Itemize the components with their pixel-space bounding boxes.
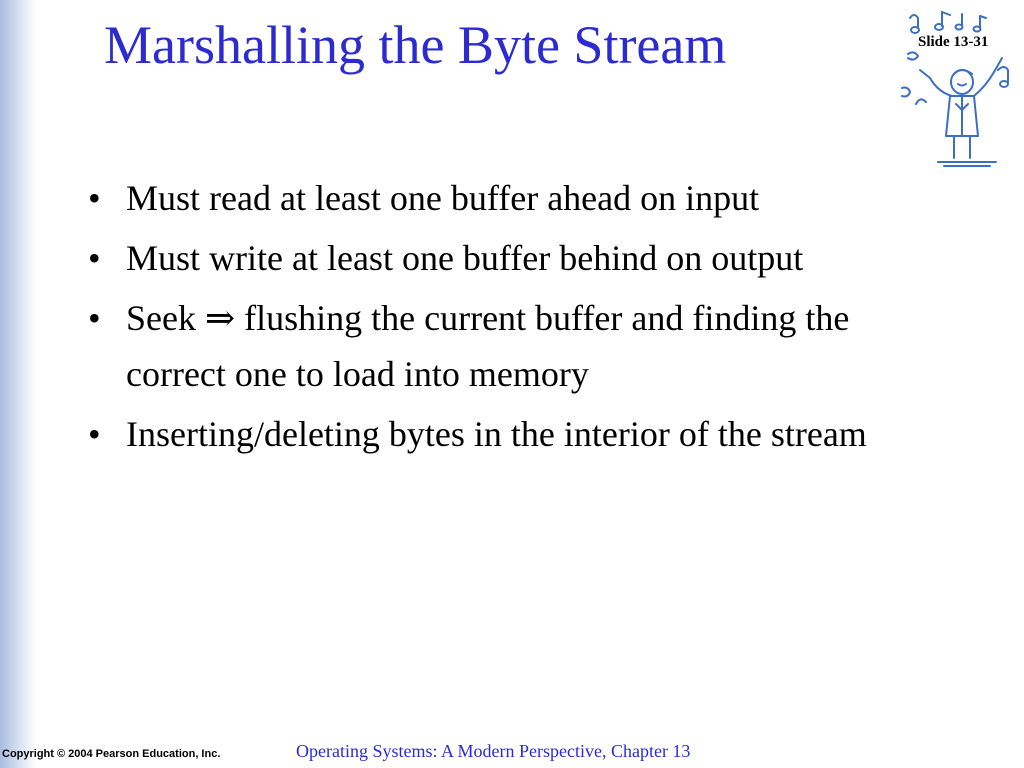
bullet-text: Seek ⇒ flushing the current buffer and finding the correct one to load into memory [126, 298, 850, 394]
bullet-item [88, 406, 958, 462]
bullet-text: Must read at least one buffer ahead on input [126, 178, 760, 218]
bullet-dot-icon: • [88, 414, 101, 454]
slide-title: Marshalling the Byte Stream [104, 15, 727, 75]
bullet-text: Inserting/deleting bytes in the interior of the stream [126, 414, 867, 454]
bullet-dot-icon: • [88, 298, 101, 338]
sidebar-gradient [0, 0, 36, 768]
book-reference: Operating Systems: A Modern Perspective, Chapter 13 [296, 741, 691, 761]
copyright-notice: Copyright © 2004 Pearson Education, Inc. [2, 748, 221, 760]
bullet-text: Must write at least one buffer behind on output [126, 238, 804, 278]
bullet-dot-icon: • [88, 178, 101, 218]
bullet-dot-icon: • [88, 238, 101, 278]
bullet-list [88, 170, 958, 466]
conductor-music-notes-icon [898, 4, 1020, 170]
bullet-item [88, 290, 958, 402]
bullet-item [88, 170, 958, 226]
slide-number: Slide 13-31 [918, 34, 989, 50]
bullet-item [88, 230, 958, 286]
